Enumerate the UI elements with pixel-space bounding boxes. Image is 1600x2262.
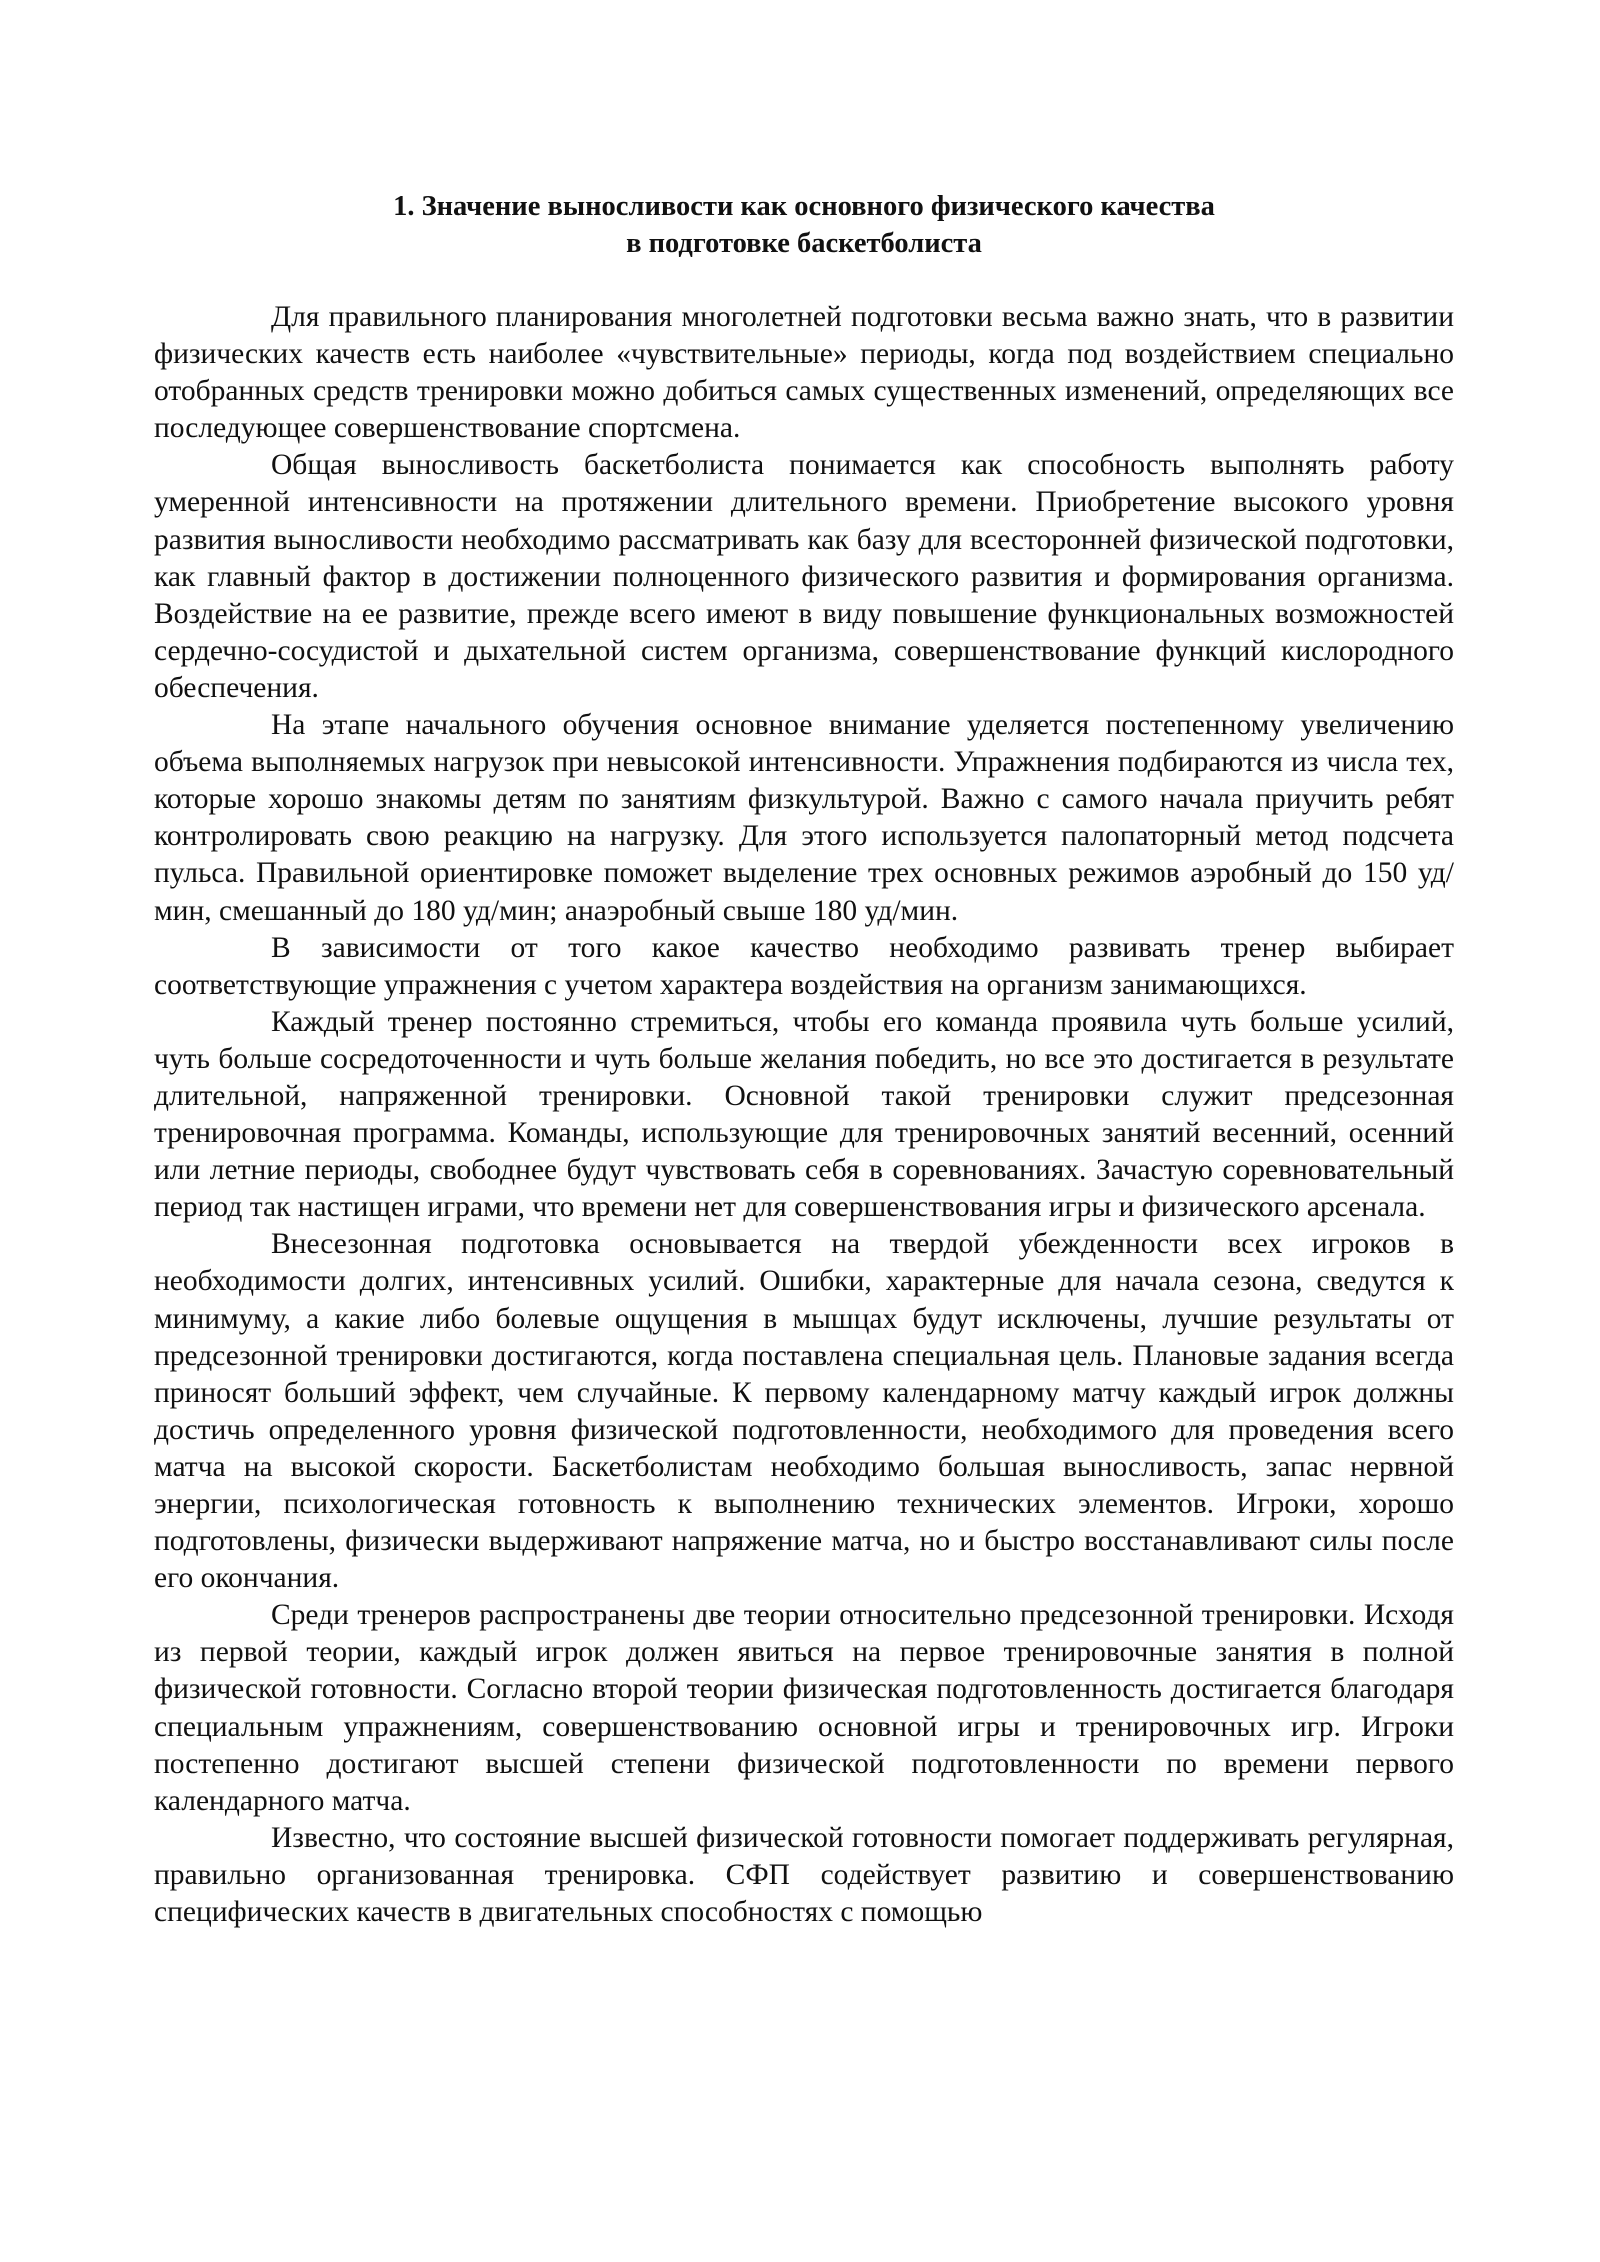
paragraph-offseason-preparation: Внесезонная подготовка основывается на твердой убежденности всех игроков в необходимости долгих, интенсивных усилий. Ошибки, характерные для начала сезона, сведутся к минимуму, а какие либо болевые ощущения в мышцах будут исключены, лучшие результаты от предсезонной тренировки достигаются, когда поставлена специальная цель. Плановые задания всегда приносят больший эффект, чем случайные. К первому календарному матчу каждый игрок должны достичь определенного уровня физической подготовленности, необходимого для проведения всего матча на высокой скорости. Баскетболистам необходимо большая выносливость, запас нервной энергии, психологическая готовность к выполнению технических элементов. Игроки, хорошо подготовлены, физически выдерживают напряжение матча, но и быстро восстанавливают силы после его окончания. — [154, 1228, 1454, 1595]
section-title — [154, 188, 1454, 262]
section-title-line-1: 1. Значение выносливости как основного физического качества — [393, 191, 1215, 222]
section-title-line-2: в подготовке баскетболиста — [626, 228, 982, 259]
paragraph-initial-training: На этапе начального обучения основное внимание уделяется постепенному увеличению объема выполняемых нагрузок при невысокой интенсивности. Упражнения подбираются из числа тех, которые хорошо знакомы детям по занятиям физкультурой. Важно с самого начала приучить ребят контролировать свою реакцию на нагрузку. Для этого используется палопаторный метод подсчета пульса. Правильной ориентировке поможет выделение трех основных режимов аэробный до 150 уд/мин, смешанный до 180 уд/мин; анаэробный свыше 180 уд/мин. — [154, 709, 1454, 927]
paragraph-sensitive-periods: Для правильного планирования многолетней подготовки весьма важно знать, что в развитии физических качеств есть наиболее «чувствительные» периоды, когда под воздействием специально отобранных средств тренировки можно добиться самых существенных изменений, определяющих все последующее совершенствование спортсмена. — [154, 301, 1454, 445]
paragraph-two-theories: Среди тренеров распространены две теории относительно предсезонной тренировки. Исходя из первой теории, каждый игрок должен явиться на первое тренировочные занятия в полной физической готовности. Согласно второй теории физическая подготовленность достигается благодаря специальным упражнениям, совершенствованию основной игры и тренировочных игр. Игроки постепенно достигают высшей степени физической подготовленности по времени первого календарного матча. — [154, 1599, 1454, 1817]
document-body — [154, 188, 1454, 1931]
paragraph-general-endurance: Общая выносливость баскетболиста понимается как способность выполнять работу умеренной интенсивности на протяжении длительного времени. Приобретение высокого уровня развития выносливости необходимо рассматривать как базу для всесторонней физической подготовки, как главный фактор в достижении полноценного физического развития и формирования организма. Воздействие на ее развитие, прежде всего имеют в виду повышение функциональных возможностей сердечно-сосудистой и дыхательной систем организма, совершенствование функций кислородного обеспечения. — [154, 449, 1454, 704]
paragraph-exercise-choice: В зависимости от того какое качество необходимо развивать тренер выбирает соответствующие упражнения с учетом характера воздействия на организм занимающихся. — [154, 931, 1454, 1001]
paragraph-preseason-program: Каждый тренер постоянно стремиться, чтобы его команда проявила чуть больше усилий, чуть больше сосредоточенности и чуть больше желания победить, но все это достигается в результате длительной, напряженной тренировки. Основной такой тренировки служит предсезонная тренировочная программа. Команды, использующие для тренировочных занятий весенний, осенний или летние периоды, свободнее будут чувствовать себя в соревнованиях. Зачастую соревновательный период так настищен играми, что времени нет для совершенствования игры и физического арсенала. — [154, 1005, 1454, 1224]
paragraph-peak-readiness: Известно, что состояние высшей физической готовности помогает поддерживать регулярная, правильно организованная тренировка. СФП содействует развитию и совершенствованию специфических качеств в двигательных способностях с помощью — [154, 1821, 1454, 1929]
